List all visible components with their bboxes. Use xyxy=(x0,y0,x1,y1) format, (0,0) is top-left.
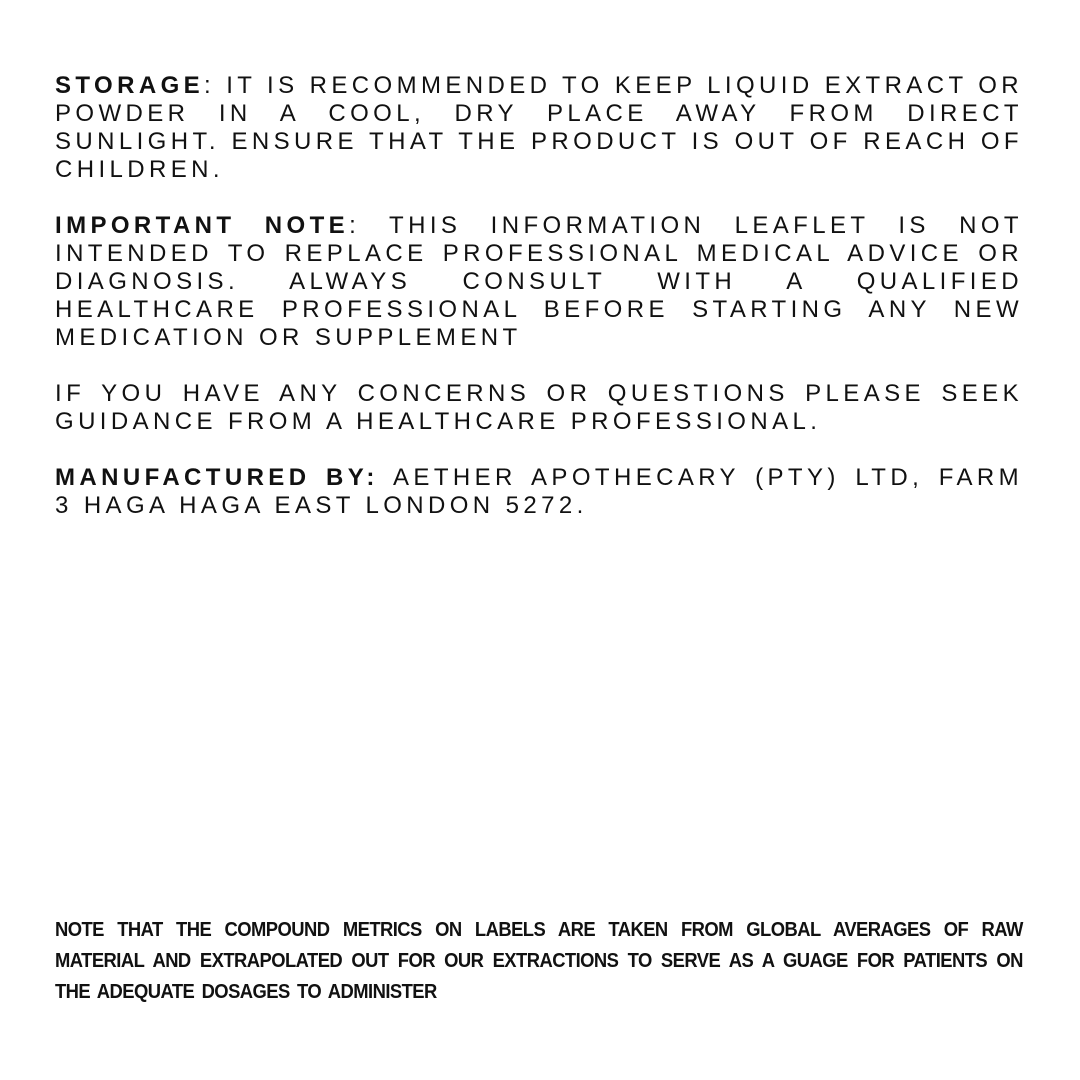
storage-paragraph xyxy=(55,72,1023,184)
concerns-paragraph xyxy=(55,380,1023,436)
storage-label: STORAGE xyxy=(55,72,205,99)
compound-metrics-footnote xyxy=(55,915,1023,1008)
manufacturer-label: MANUFACTURED BY: xyxy=(55,464,379,491)
important-note-text: : THIS INFORMATION LEAFLET IS NOT INTENDED TO REPLACE PROFESSIONAL MEDICAL ADVICE OR DIAGNOSIS. ALWAYS CONSULT WITH A QUALIFIED HEALTHCARE PROFESSIONAL BEFORE STARTING ANY NEW MEDICATION OR SUPPLEMENT xyxy=(55,212,1023,351)
manufacturer-text: AETHER APOTHECARY (PTY) LTD, FARM 3 HAGA HAGA EAST LONDON 5272. xyxy=(55,464,1023,519)
manufacturer-paragraph xyxy=(55,464,1023,520)
storage-text: : IT IS RECOMMENDED TO KEEP LIQUID EXTRACT OR POWDER IN A COOL, DRY PLACE AWAY FROM DIRECT SUNLIGHT. ENSURE THAT THE PRODUCT IS OUT OF REACH OF CHILDREN. xyxy=(55,72,1023,183)
concerns-text: IF YOU HAVE ANY CONCERNS OR QUESTIONS PLEASE SEEK GUIDANCE FROM A HEALTHCARE PROFESSIONAL. xyxy=(55,380,1023,435)
leaflet-body xyxy=(55,72,1023,548)
important-note-label: IMPORTANT NOTE xyxy=(55,212,350,239)
footnote-text: NOTE THAT THE COMPOUND METRICS ON LABELS ARE TAKEN FROM GLOBAL AVERAGES OF RAW MATERIAL AND EXTRAPOLATED OUT FOR OUR EXTRACTIONS TO SERVE AS A GUAGE FOR PATIENTS ON THE ADEQUATE DOSAGES TO ADMINISTER xyxy=(55,919,1023,1003)
important-note-paragraph xyxy=(55,212,1023,352)
